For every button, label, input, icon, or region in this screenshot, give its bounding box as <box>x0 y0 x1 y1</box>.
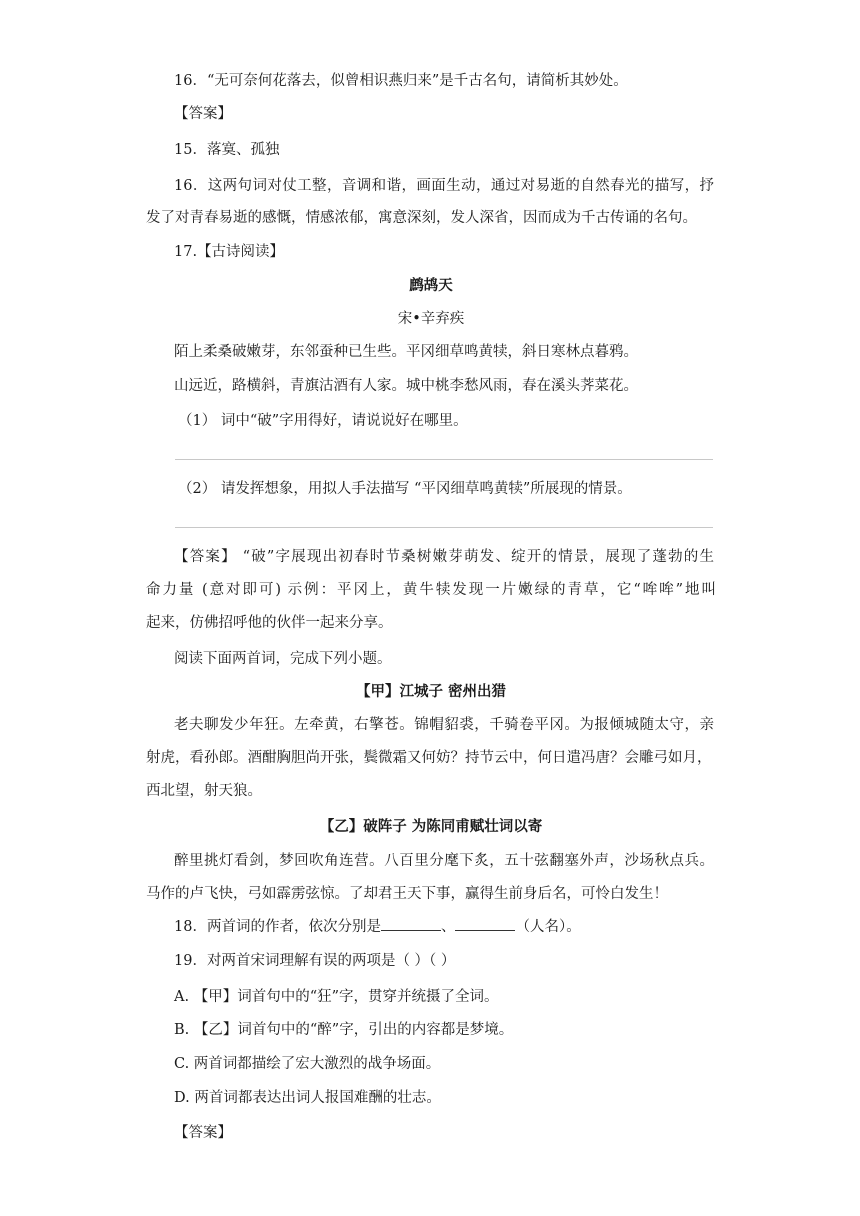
option-b: B. 【乙】词首句中的“醉”字，引出的内容都是梦境。 <box>174 1022 514 1038</box>
question-19: 19．对两首宋词理解有误的两项是（ ）（ ） <box>174 953 456 969</box>
reading-prompt: 阅读下面两首词，完成下列小题。 <box>174 651 392 667</box>
poem-yi-title: 【乙】破阵子 为陈同甫赋壮词以寄 <box>319 818 543 835</box>
poem-line-2: 山远近，路横斜，青旗沽酒有人家。城中桃李愁风雨，春在溪头荠菜花。 <box>174 378 638 394</box>
answer-16-line-2: 发了对青春易逝的感慨，情感浓郁，寓意深刻，发人深省，因而成为千古传诵的名句。 <box>146 210 697 226</box>
answer-17-line-3: 起来，仿佛招呼他的伙伴一起来分享。 <box>146 615 393 631</box>
question-17-2: （2） 请发挥想象，用拟人手法描写 “平冈细草鸣黄犊”所展现的情景。 <box>178 481 632 497</box>
poem-jia-title: 【甲】江城子 密州出猎 <box>355 683 507 700</box>
poem-jia-line-2: 射虎，看孙郎。酒酣胸胆尚开张，鬓微霜又何妨？持节云中，何日遣冯唐？会雕弓如月， <box>146 750 712 766</box>
question-16: 16．“无可奈何花落去，似曾相识燕归来”是千古名句，请简析其妙处。 <box>174 73 628 89</box>
author-blank-2[interactable] <box>455 918 515 931</box>
poem-line-1: 陌上柔桑破嫩芽，东邻蚕种已生些。平冈细草鸣黄犊，斜日寒林点暮鸦。 <box>174 344 638 360</box>
option-a: A. 【甲】词首句中的“狂”字，贯穿并统摄了全词。 <box>174 989 499 1005</box>
question-17-1: （1） 词中“破”字用得好，请说说好在哪里。 <box>178 413 468 429</box>
poem-yi-line-1: 醉里挑灯看剑，梦回吹角连营。八百里分麾下炙，五十弦翻塞外声，沙场秋点兵。 <box>174 853 714 869</box>
question-18 <box>174 917 744 937</box>
option-d: D. 两首词都表达出词人报国难酬的壮志。 <box>174 1090 441 1106</box>
option-c: C. 两首词都描绘了宏大激烈的战争场面。 <box>174 1056 441 1072</box>
poem-title-zhegutian: 鹧鸪天 <box>409 277 453 294</box>
answer-line-2 <box>175 527 713 528</box>
answer-17-line-1: 【答案】 “破”字展现出初春时节桑树嫩芽萌发、绽开的情景，展现了蓬勃的生 <box>174 549 714 565</box>
question-18-separator: 、 <box>440 919 456 935</box>
poem-jia-line-3: 西北望，射天狼。 <box>146 783 262 799</box>
answer-line-1 <box>175 459 713 460</box>
answer-16-line-1: 16．这两句词对仗工整，音调和谐，画面生动，通过对易逝的自然春光的描写，抒 <box>174 178 714 194</box>
author-blank-1[interactable] <box>381 918 441 931</box>
answer-17-line-2: 命力量 (意对即可) 示例：平冈上，黄牛犊发现一片嫩绿的青草，它“哞哞”地叫 <box>146 582 716 598</box>
poem-yi-line-2: 马作的卢飞快，弓如霹雳弦惊。了却君王天下事，赢得生前身后名，可怜白发生！ <box>146 886 668 902</box>
question-18-prefix: 18．两首词的作者，依次分别是 <box>174 919 381 935</box>
answer-label-2: 【答案】 <box>174 1125 232 1141</box>
answer-label: 【答案】 <box>174 106 232 122</box>
answer-15: 15．落寞、孤独 <box>174 142 280 158</box>
poem-author-xinqiji: 宋•辛弃疾 <box>397 311 465 327</box>
question-17-header: 17.【古诗阅读】 <box>174 244 285 260</box>
question-18-suffix: （人名）。 <box>515 919 581 935</box>
poem-jia-line-1: 老夫聊发少年狂。左牵黄，右擎苍。锦帽貂裘，千骑卷平冈。为报倾城随太守，亲 <box>174 717 714 733</box>
